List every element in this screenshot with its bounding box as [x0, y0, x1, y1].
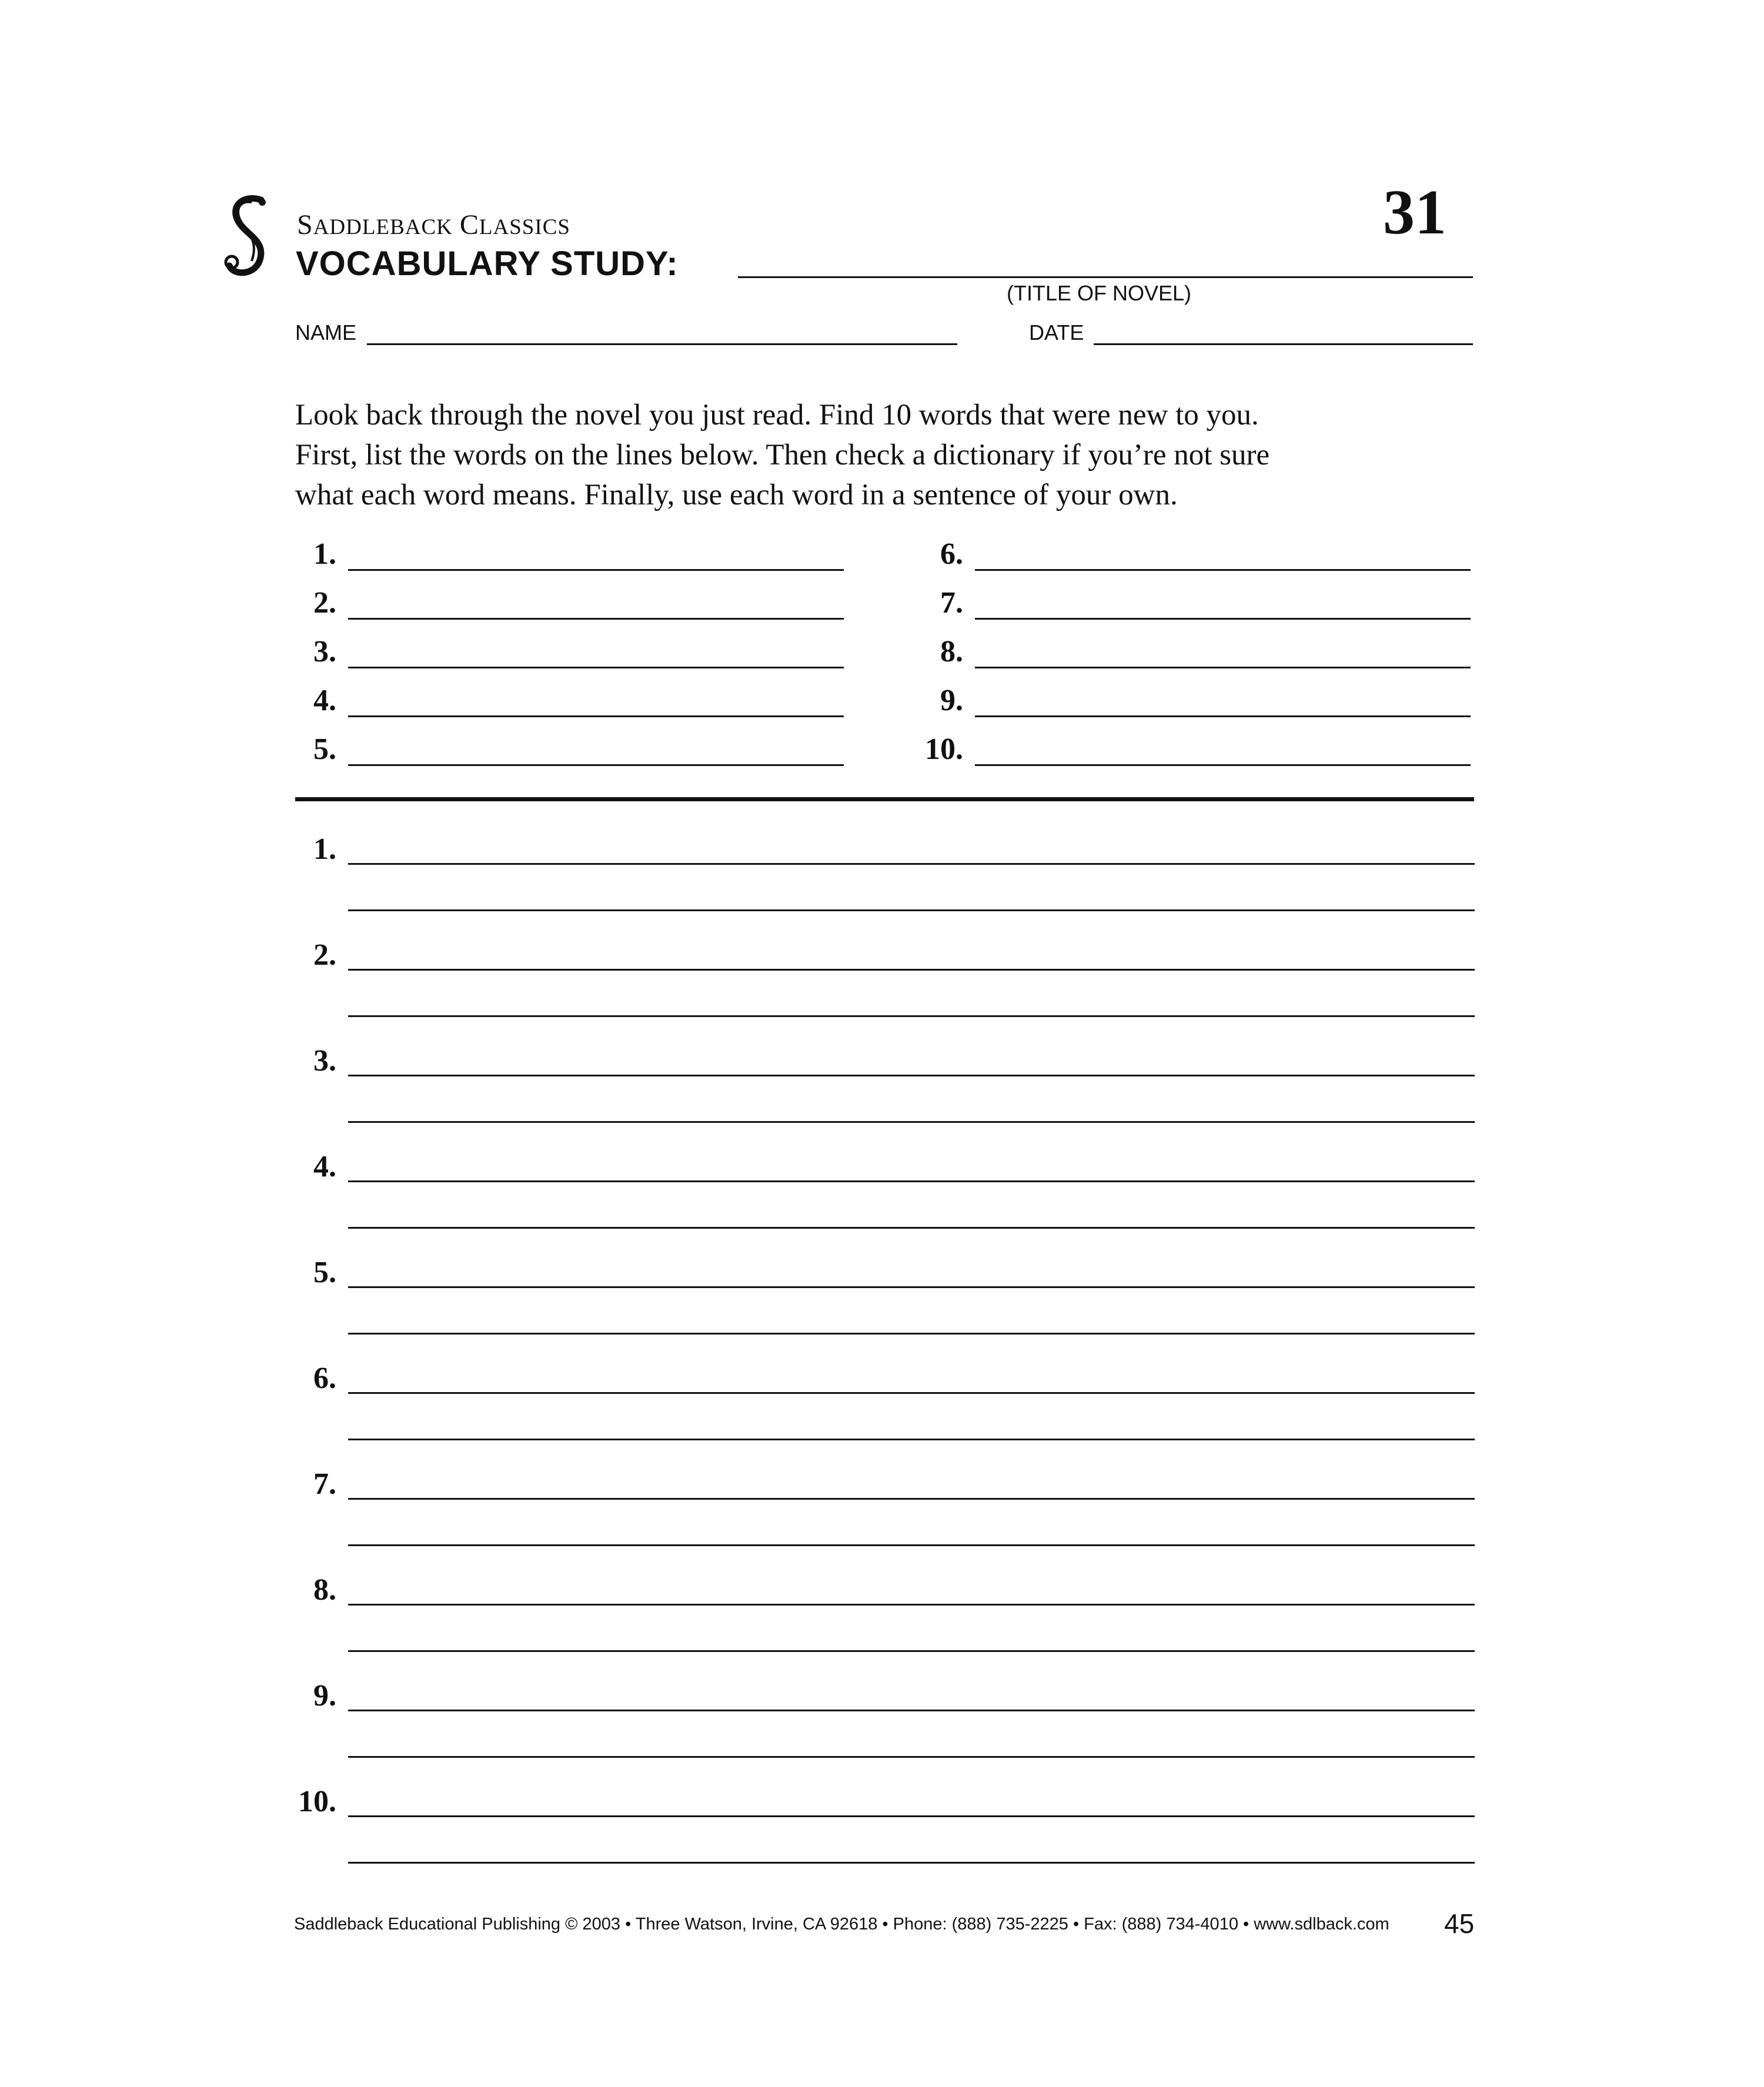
sentence-field-9-continued[interactable] — [348, 1756, 1475, 1758]
sentence-field-9[interactable] — [348, 1710, 1475, 1711]
sentence-number: 1. — [313, 832, 336, 866]
brand-name: SADDLEBACK CLASSICS — [297, 209, 570, 240]
saddleback-logo-icon — [219, 194, 275, 282]
sentence-field-2-continued[interactable] — [348, 1015, 1475, 1017]
novel-title-field[interactable] — [738, 276, 1473, 278]
sentence-field-7-continued[interactable] — [348, 1544, 1475, 1546]
date-label: DATE — [1029, 320, 1084, 345]
sentence-field-4[interactable] — [348, 1180, 1475, 1182]
instructions-line: Look back through the novel you just read. Find 10 words that were new to you. — [295, 399, 1259, 432]
sentence-field-2[interactable] — [348, 969, 1475, 971]
sentence-field-1-continued[interactable] — [348, 909, 1475, 911]
sentence-number: 3. — [313, 1044, 336, 1078]
sentence-field-3[interactable] — [348, 1075, 1475, 1076]
sentence-field-6-continued[interactable] — [348, 1439, 1475, 1440]
sentence-field-8[interactable] — [348, 1604, 1475, 1606]
word-field-9[interactable] — [975, 715, 1471, 717]
sentence-number: 7. — [313, 1467, 336, 1501]
word-field-7[interactable] — [975, 618, 1471, 620]
page-number: 45 — [1444, 1908, 1475, 1939]
word-field-2[interactable] — [348, 618, 844, 620]
sentence-field-3-continued[interactable] — [348, 1121, 1475, 1123]
sentence-number: 2. — [313, 938, 336, 972]
sentence-number: 4. — [313, 1150, 336, 1183]
instructions — [295, 395, 1483, 515]
sentence-field-1[interactable] — [348, 863, 1475, 865]
word-number: 10. — [925, 733, 963, 766]
word-field-3[interactable] — [348, 667, 844, 668]
word-number: 2. — [313, 586, 336, 620]
sentence-field-10-continued[interactable] — [348, 1862, 1475, 1864]
word-number: 3. — [313, 635, 336, 668]
sheet-number: 31 — [1383, 178, 1446, 248]
word-field-4[interactable] — [348, 715, 844, 717]
word-field-8[interactable] — [975, 667, 1471, 668]
novel-title-caption: (TITLE OF NOVEL) — [1007, 281, 1192, 305]
publisher-footer: Saddleback Educational Publishing © 2003 • Three Watson, Irvine, CA 92618 • Phone: (888) 735-2225 • Fax: (888) 734-4010 • www.sdlback.com — [294, 1915, 1389, 1934]
section-divider — [295, 797, 1474, 801]
sentence-field-10[interactable] — [348, 1815, 1475, 1817]
sentence-field-7[interactable] — [348, 1498, 1475, 1500]
sentence-field-5-continued[interactable] — [348, 1333, 1475, 1335]
sentence-number: 10. — [298, 1785, 336, 1818]
word-field-10[interactable] — [975, 764, 1471, 766]
word-number: 5. — [313, 733, 336, 766]
word-number: 8. — [940, 635, 963, 668]
word-number: 4. — [313, 684, 336, 717]
word-number: 6. — [940, 537, 963, 571]
sentence-field-8-continued[interactable] — [348, 1650, 1475, 1652]
sentence-number: 8. — [313, 1573, 336, 1607]
sentence-number: 5. — [313, 1256, 336, 1289]
sentence-field-4-continued[interactable] — [348, 1227, 1475, 1229]
instructions-line: what each word means. Finally, use each word in a sentence of your own. — [295, 479, 1178, 511]
word-field-6[interactable] — [975, 569, 1471, 571]
name-label: NAME — [295, 320, 357, 345]
word-field-1[interactable] — [348, 569, 844, 571]
date-field[interactable] — [1094, 343, 1473, 345]
sentence-number: 6. — [313, 1362, 336, 1395]
word-number: 7. — [940, 586, 963, 620]
word-number: 1. — [313, 537, 336, 571]
word-field-5[interactable] — [348, 764, 844, 766]
name-field[interactable] — [367, 343, 957, 345]
sentence-number: 9. — [313, 1679, 336, 1713]
sentence-field-6[interactable] — [348, 1392, 1475, 1394]
sentence-field-5[interactable] — [348, 1286, 1475, 1288]
instructions-line: First, list the words on the lines below. Then check a dictionary if you’re not sure — [295, 439, 1270, 471]
word-number: 9. — [940, 684, 963, 717]
worksheet-title: VOCABULARY STUDY: — [296, 245, 679, 283]
